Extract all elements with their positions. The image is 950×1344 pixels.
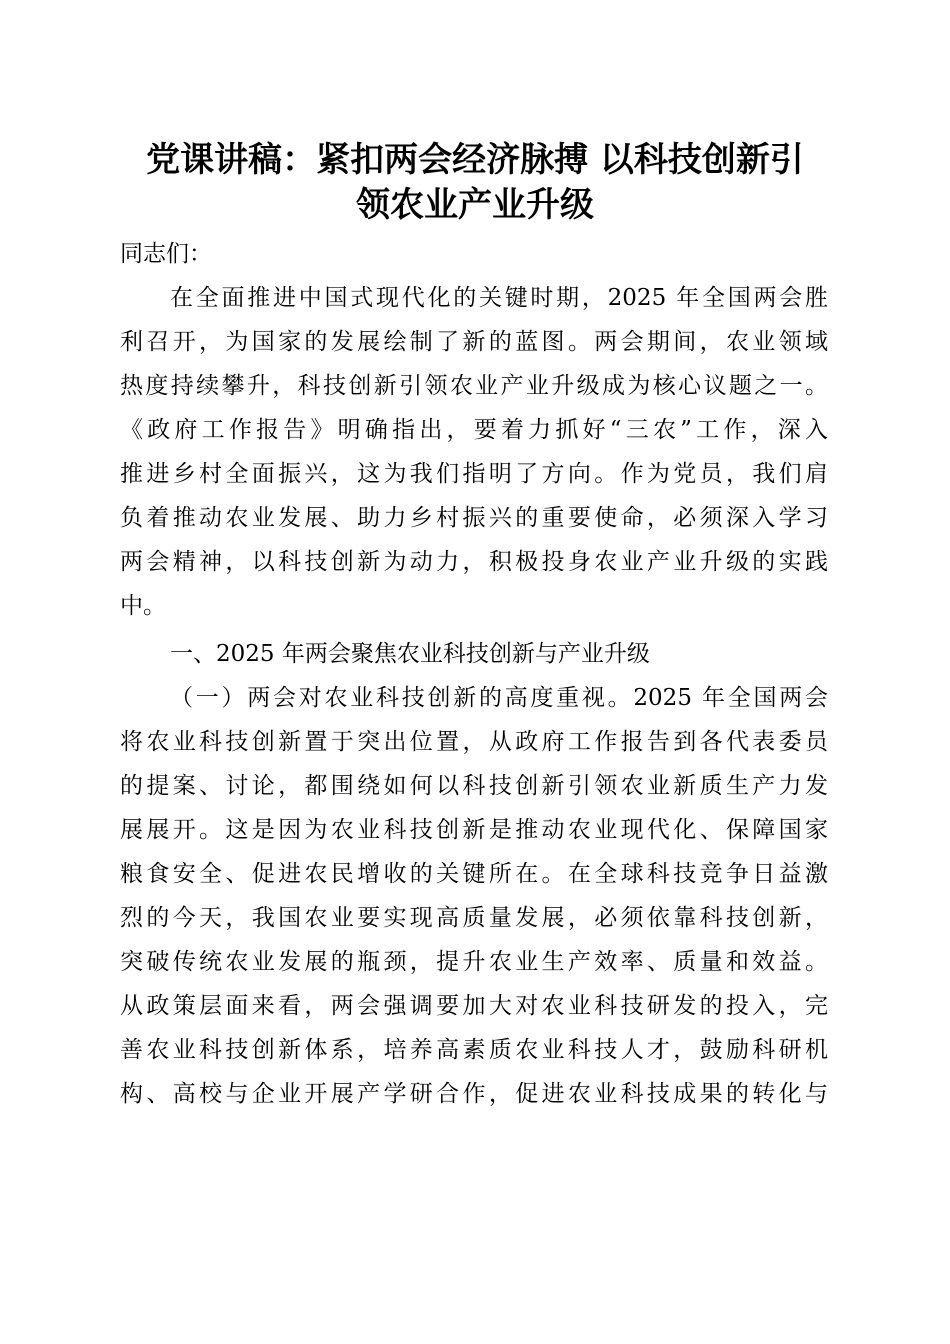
paragraph-1-line: 利召开，为国家的发展绘制了新的蓝图。两会期间，农业领域 bbox=[120, 329, 828, 355]
paragraph-2-line: 展展开。这是因为农业科技创新是推动农业现代化、保障国家 bbox=[120, 817, 828, 843]
paragraph-1-line: 两会精神，以科技创新为动力，积极投身农业产业升级的实践 bbox=[120, 549, 828, 575]
paragraph-1-line: 热度持续攀升，科技创新引领农业产业升级成为核心议题之一。 bbox=[120, 373, 828, 399]
paragraph-2-line: 突破传统农业发展的瓶颈，提升农业生产效率、质量和效益。 bbox=[120, 949, 828, 975]
greeting: 同志们： bbox=[120, 241, 212, 267]
paragraph-1-line: 推进乡村全面振兴，这为我们指明了方向。作为党员，我们肩 bbox=[120, 461, 828, 487]
paragraph-1-line: 《政府工作报告》明确指出，要着力抓好“三农”工作，深入 bbox=[120, 417, 828, 443]
document-title-line-1: 党课讲稿：紧扣两会经济脉搏 以科技创新引 bbox=[146, 140, 804, 180]
paragraph-2-line: 的提案、讨论，都围绕如何以科技创新引领农业新质生产力发 bbox=[120, 773, 828, 799]
paragraph-1-line: 中。 bbox=[120, 593, 166, 619]
paragraph-2-line: 烈的今天，我国农业要实现高质量发展，必须依靠科技创新， bbox=[120, 905, 828, 931]
document-title-line-2: 领农业产业升级 bbox=[356, 185, 594, 225]
paragraph-2-line: 构、高校与企业开展产学研合作，促进农业科技成果的转化与 bbox=[120, 1081, 828, 1107]
paragraph-2-line: 善农业科技创新体系，培养高素质农业科技人才，鼓励科研机 bbox=[120, 1037, 828, 1063]
paragraph-2-line: 从政策层面来看，两会强调要加大对农业科技研发的投入，完 bbox=[120, 993, 828, 1019]
paragraph-1-line: 在全面推进中国式现代化的关键时期，2025 年全国两会胜 bbox=[170, 285, 828, 311]
paragraph-2-line: （一）两会对农业科技创新的高度重视。2025 年全国两会 bbox=[170, 685, 828, 711]
paragraph-2-line: 将农业科技创新置于突出位置，从政府工作报告到各代表委员 bbox=[120, 729, 828, 755]
paragraph-2-line: 粮食安全、促进农民增收的关键所在。在全球科技竞争日益激 bbox=[120, 861, 828, 887]
paragraph-1-line: 负着推动农业发展、助力乡村振兴的重要使命，必须深入学习 bbox=[120, 505, 828, 531]
section-heading-1: 一、2025 年两会聚焦农业科技创新与产业升级 bbox=[170, 641, 650, 667]
